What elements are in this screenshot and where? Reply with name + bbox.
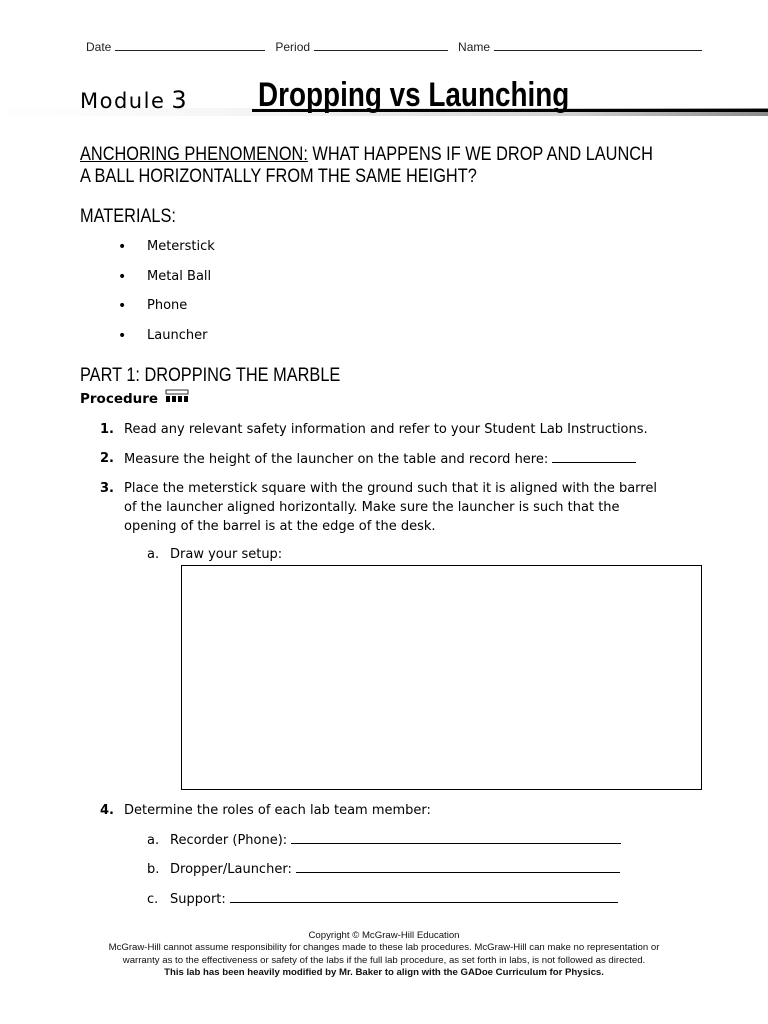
module-number: 3 <box>171 86 189 114</box>
date-label: Date <box>86 40 112 54</box>
role-support <box>147 889 618 907</box>
anchoring-phenomenon <box>80 144 653 188</box>
module-label <box>80 86 188 114</box>
safety-symbols-icon <box>165 389 189 403</box>
step-text: Determine the roles of each lab team member: <box>124 803 431 818</box>
launcher-height-field[interactable] <box>552 449 636 463</box>
list-item <box>118 239 215 269</box>
part1-heading: PART 1: DROPPING THE MARBLE <box>80 365 341 386</box>
period-field[interactable] <box>314 40 448 51</box>
sub-letter: b. <box>147 862 160 877</box>
footer-disclaimer-1: McGraw-Hill cannot assume responsibility for changes made to these lab procedures. McGraw-Hill can make no representation or <box>108 942 660 954</box>
page-title: Dropping vs Launching <box>258 76 570 114</box>
step-text: Measure the height of the launcher on the table and record here: <box>124 452 549 467</box>
role-label: Support: <box>170 892 226 907</box>
bullet-icon: • <box>118 268 127 285</box>
dropper-launcher-field[interactable] <box>296 859 620 873</box>
list-item <box>118 298 215 328</box>
anchoring-label: ANCHORING PHENOMENON: <box>80 144 308 165</box>
support-field[interactable] <box>230 889 618 903</box>
bullet-icon: • <box>118 327 127 344</box>
anchoring-question-line2: A BALL HORIZONTALLY FROM THE SAME HEIGHT? <box>80 166 477 187</box>
list-item <box>118 328 215 358</box>
material-item: Metal Ball <box>147 268 212 284</box>
footer-disclaimer-2: warranty as to the effectiveness or safety of the labs if the full lab procedure, as set forth in labs, is not followed as directed. <box>122 954 646 966</box>
step-number: 4. <box>100 803 114 818</box>
module-text: Module <box>80 89 166 113</box>
material-item: Meterstick <box>147 239 215 254</box>
role-dropper-launcher <box>147 859 620 877</box>
name-label: Name <box>458 40 491 54</box>
role-label: Dropper/Launcher: <box>170 862 292 877</box>
step-4 <box>100 801 680 820</box>
role-recorder <box>147 830 621 848</box>
sub-letter: a. <box>147 833 160 848</box>
anchoring-question-line1: WHAT HAPPENS IF WE DROP AND LAUNCH <box>312 144 653 165</box>
step-number: 1. <box>100 422 114 437</box>
procedure-heading <box>80 391 189 407</box>
material-item: Launcher <box>147 327 208 343</box>
student-info-fields <box>86 40 706 54</box>
step-number: 3. <box>100 481 114 496</box>
name-field[interactable] <box>494 40 702 51</box>
bullet-icon: • <box>118 239 127 255</box>
step3-sub-a <box>147 547 282 562</box>
step-2 <box>100 449 680 469</box>
procedure-step-4 <box>100 801 680 830</box>
period-label: Period <box>275 40 311 54</box>
material-item: Phone <box>147 298 188 313</box>
materials-heading: MATERIALS: <box>80 206 176 227</box>
materials-list <box>118 239 215 357</box>
sub-letter: a. <box>147 547 160 562</box>
setup-drawing-box[interactable] <box>181 565 702 790</box>
copyright-footer <box>60 930 708 979</box>
step-1 <box>100 420 680 439</box>
recorder-field[interactable] <box>291 830 621 844</box>
procedure-label: Procedure <box>80 391 159 407</box>
title-band <box>0 76 768 118</box>
list-item <box>118 269 215 299</box>
footer-copyright: Copyright © McGraw-Hill Education <box>308 930 460 941</box>
footer-modification-note: This lab has been heavily modified by Mr. Baker to align with the GADoe Curriculum for Physics. <box>164 966 604 978</box>
step-text: Place the meterstick square with the ground such that it is aligned with the barrel of the launcher aligned horizontally. Make sure the launcher is such that the opening of the barrel is at the edge of the desk. <box>124 481 657 534</box>
step-3 <box>100 479 680 536</box>
role-label: Recorder (Phone): <box>170 833 288 848</box>
step-number: 2. <box>100 451 114 466</box>
date-field[interactable] <box>115 40 265 51</box>
step-text: Read any relevant safety information and refer to your Student Lab Instructions. <box>124 422 648 437</box>
sub-letter: c. <box>147 892 159 907</box>
procedure-steps <box>100 420 680 546</box>
sub-text: Draw your setup: <box>170 547 283 562</box>
bullet-icon: • <box>118 298 127 314</box>
